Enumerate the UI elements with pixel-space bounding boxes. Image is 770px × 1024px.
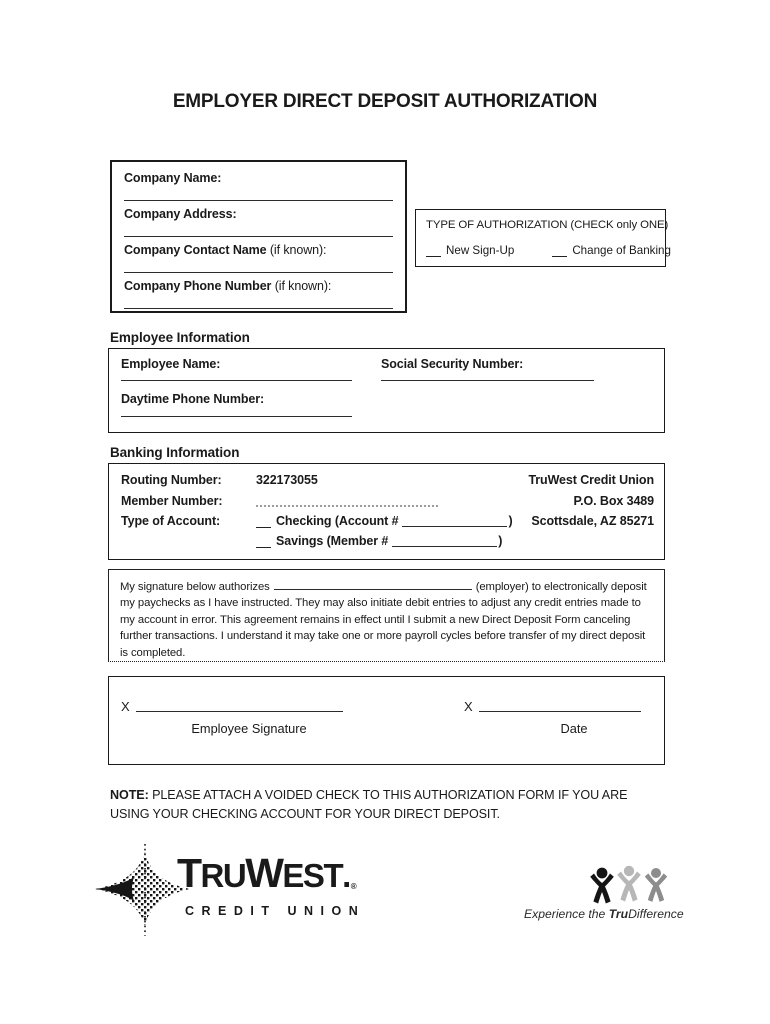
company-name-label (124, 171, 393, 185)
wordmark-est: EST (282, 857, 343, 894)
company-name-label-text: Company Name: (124, 171, 222, 185)
people-icon-wrap (578, 858, 709, 906)
new-sign-up-label: New Sign-Up (446, 244, 515, 257)
credit-union-po-box: P.O. Box 3489 (573, 494, 654, 508)
company-phone-label-text: Company Phone Number (124, 279, 272, 293)
company-address-row (124, 207, 393, 237)
signature-x-mark: X (121, 699, 130, 714)
authorization-type-title: TYPE OF AUTHORIZATION (CHECK only ONE) (426, 219, 669, 231)
tagline-pre: Experience the (524, 907, 609, 921)
option-new-sign-up (426, 244, 514, 257)
employee-name-label: Employee Name: (121, 357, 221, 371)
three-people-icon (578, 858, 678, 906)
employee-signature-label: Employee Signature (191, 721, 307, 736)
wordmark-w: W (245, 850, 283, 896)
tagline-text (524, 907, 709, 921)
checking-account-number-line[interactable] (402, 517, 507, 527)
credit-union-name: TruWest Credit Union (528, 473, 654, 487)
account-type-label: Type of Account: (121, 514, 221, 528)
ssn-input-line[interactable] (381, 369, 594, 381)
note-prefix: NOTE: (110, 788, 149, 802)
employee-info-box (108, 348, 665, 433)
savings-option-row (256, 534, 502, 548)
checking-check-blank[interactable] (256, 518, 271, 528)
wordmark-ru: RU (200, 857, 246, 894)
savings-paren-close: ) (498, 534, 503, 548)
change-of-banking-check-blank[interactable] (552, 247, 567, 257)
company-phone-input-line[interactable] (124, 293, 393, 309)
page-title: EMPLOYER DIRECT DEPOSIT AUTHORIZATION (172, 91, 598, 112)
checking-option-label: Checking (Account # (276, 514, 399, 528)
company-phone-label (124, 279, 393, 293)
routing-number-value: 322173055 (256, 473, 318, 487)
agreement-text-after-blank: (employer) to electronically deposit my paychecks as I have instructed. They may also initiate debit entries to adjust any credit entries made to my account in error. This agreement remains in effect until I submit a new Direct Deposit Form canceling further transactions. I understand it may take one or more payroll cycles before transfer of my direct deposit is completed. (120, 581, 647, 659)
savings-option-label: Savings (Member # (276, 534, 389, 548)
savings-check-blank[interactable] (256, 538, 271, 548)
agreement-text-box (108, 569, 665, 662)
credit-union-city: Scottsdale, AZ 85271 (531, 514, 654, 528)
wordmark-t: T (177, 850, 201, 896)
date-x-mark: X (464, 699, 473, 714)
authorization-type-box (415, 209, 671, 267)
routing-number-label: Routing Number: (121, 473, 222, 487)
banking-info-box (108, 463, 665, 560)
company-address-label (124, 207, 393, 221)
truwest-logo (93, 841, 413, 941)
employer-name-blank-line[interactable] (274, 581, 472, 590)
registered-trademark-icon: ® (350, 882, 357, 891)
company-name-input-line[interactable] (124, 185, 393, 201)
option-change-of-banking (552, 244, 671, 257)
note-text (110, 786, 634, 824)
company-contact-label-text: Company Contact Name (124, 243, 267, 257)
checking-option-row (256, 514, 513, 528)
savings-member-number-line[interactable] (392, 537, 497, 547)
company-phone-label-suffix: (if known): (271, 279, 332, 293)
employee-section-heading: Employee Information (110, 330, 250, 345)
date-label: Date (560, 721, 588, 736)
company-contact-label-suffix: (if known): (266, 243, 327, 257)
member-number-input-line[interactable] (256, 495, 438, 507)
company-contact-row (124, 243, 393, 273)
signature-box (108, 676, 665, 765)
tagline-tru: Tru (608, 907, 629, 921)
employee-name-input-line[interactable] (121, 369, 352, 381)
daytime-phone-input-line[interactable] (121, 405, 352, 417)
company-name-row (124, 171, 393, 201)
date-line[interactable] (479, 700, 641, 712)
company-contact-input-line[interactable] (124, 257, 393, 273)
change-of-banking-label: Change of Banking (572, 244, 671, 257)
member-number-label: Member Number: (121, 494, 223, 508)
checking-paren-close: ) (508, 514, 513, 528)
credit-union-subtext: CREDIT UNION (185, 904, 366, 918)
truwest-wordmark (177, 850, 357, 896)
employee-signature-line[interactable] (136, 700, 343, 712)
wordmark-period: . (342, 857, 350, 894)
note-body: PLEASE ATTACH A VOIDED CHECK TO THIS AUTHORIZATION FORM IF YOU ARE USING YOUR CHECKING ACCOUNT FOR YOUR DIRECT DEPOSIT. (110, 788, 628, 821)
new-sign-up-check-blank[interactable] (426, 247, 441, 257)
authorization-type-options (426, 244, 671, 257)
ssn-label: Social Security Number: (381, 357, 524, 371)
banking-section-heading: Banking Information (110, 445, 240, 460)
daytime-phone-label: Daytime Phone Number: (121, 392, 265, 406)
company-info-box (110, 160, 407, 313)
agreement-text-before-blank: My signature below authorizes (120, 581, 270, 593)
company-contact-label (124, 243, 393, 257)
tagline-difference: Difference (628, 907, 684, 921)
company-address-input-line[interactable] (124, 221, 393, 237)
company-phone-row (124, 279, 393, 309)
tru-difference-tagline (524, 858, 709, 921)
company-address-label-text: Company Address: (124, 207, 237, 221)
